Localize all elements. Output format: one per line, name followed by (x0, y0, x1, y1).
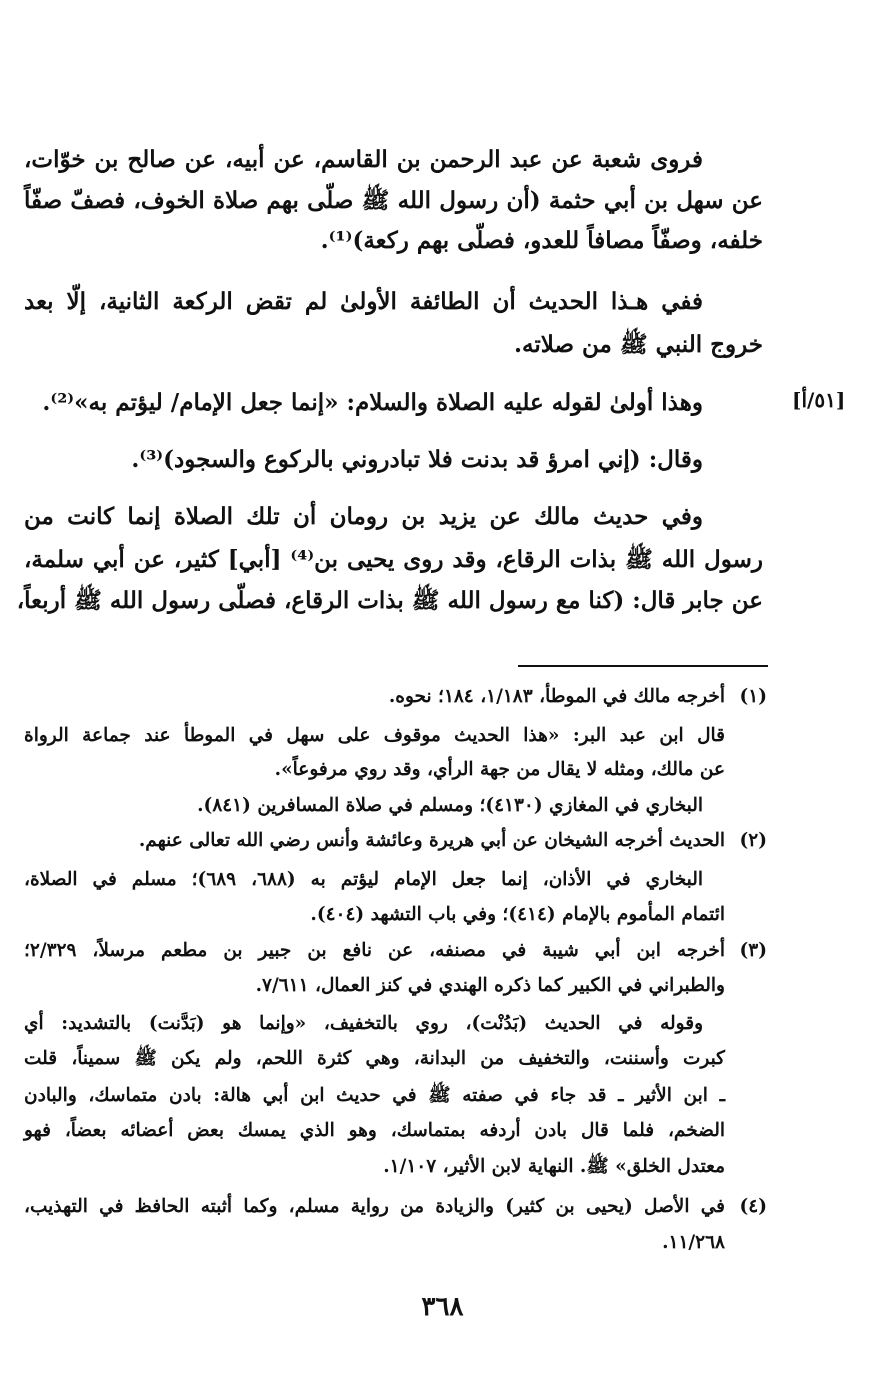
footnote-number: (١) (739, 686, 767, 707)
main-text-line: فروى شعبة عن عبد الرحمن بن القاسم، عن أبيه، عن صالح بن خوّات، (24, 146, 703, 173)
page-number: ٣٦٨ (421, 1292, 464, 1322)
footnote-separator (518, 665, 768, 667)
main-text-line: ففي هـذا الحديث أن الطائفة الأولىٰ لم تقض الركعة الثانية، إلّا بعد (24, 288, 703, 315)
footnote-line: أخرجه ابن أبي شيبة في مصنفه، عن نافع بن جبير بن مطعم مرسلاً، ٢/٣٢٩؛ (24, 940, 725, 961)
main-text-line: خروج النبي ﷺ من صلاته. (514, 331, 763, 358)
footnote-line: ائتمام المأموم بالإمام (٤١٤)؛ وفي باب التشهد (٤٠٤). (310, 904, 725, 925)
main-text-line: عن سهل بن أبي حثمة (أن رسول الله ﷺ صلّى بهم صلاة الخوف، فصفّ صفّاً (24, 187, 763, 214)
footnote-line: الضخم، فلما قال بادن أردفه بمتماسك، وهو الذي يمسك بعض أعضائه بعضاً، فهو (24, 1120, 725, 1141)
main-text-line: وفي حديث مالك عن يزيد بن رومان أن تلك الصلاة إنما كانت من (24, 503, 703, 530)
footnote-line: البخاري في الأذان، إنما جعل الإمام ليؤتم به (٦٨٨، ٦٨٩)؛ مسلم في الصلاة، (24, 869, 703, 890)
footnote-line: الحديث أخرجه الشيخان عن أبي هريرة وعائشة وأنس رضي الله تعالى عنهم. (138, 830, 725, 851)
footnote-line: البخاري في المغازي (٤١٣٠)؛ ومسلم في صلاة المسافرين (٨٤١). (197, 795, 703, 816)
main-text-line: عن جابر قال: (كنا مع رسول الله ﷺ بذات الرقاع، فصلّى رسول الله ﷺ أربعاً، (16, 587, 763, 614)
footnote-line: عن مالك، ومثله لا يقال من جهة الرأي، وقد روي مرفوعاً». (274, 759, 725, 780)
footnote-number: (٣) (739, 940, 767, 961)
main-text-line: وهذا أولىٰ لقوله عليه الصلاة والسلام: «إنما جعل الإمام/ ليؤتم به»⁽²⁾. (42, 389, 703, 416)
footnote-number: (٤) (739, 1196, 767, 1217)
manuscript-folio-ref: [٥١/أ] (792, 388, 846, 412)
footnote-line: كبرت وأسننت، والتخفيف من البدانة، وهي كثرة اللحم، ولم يكن ﷺ سميناً، قلت (24, 1048, 725, 1069)
main-text-line: رسول الله ﷺ بذات الرقاع، وقد روى يحيى بن⁽⁴⁾ [أبي] كثير، عن أبي سلمة، (24, 546, 763, 573)
footnote-line: في الأصل (يحيى بن كثير) والزيادة من رواية مسلم، وكما أثبته الحافظ في التهذيب، (24, 1196, 725, 1217)
main-text-line: خلفه، وصفّاً مصافاً للعدو، فصلّى بهم ركعة)⁽¹⁾. (320, 227, 763, 254)
main-text-line: وقال: (إني امرؤ قد بدنت فلا تبادروني بالركوع والسجود)⁽³⁾. (131, 446, 703, 473)
footnote-line: والطبراني في الكبير كما ذكره الهندي في كنز العمال، ٧/٦١١. (255, 975, 725, 996)
footnote-line: ١١/٢٦٨. (662, 1232, 725, 1253)
footnote-line: معتدل الخلق» ﷺ. النهاية لابن الأثير، ١/١٠٧. (383, 1156, 725, 1177)
footnote-number: (٢) (739, 830, 767, 851)
footnote-line: وقوله في الحديث (بَدُنْت)، روي بالتخفيف، «وإنما هو (بَدَّنت) بالتشديد: أي (24, 1013, 703, 1034)
footnote-line: ـ ابن الأثير ـ قد جاء في صفته ﷺ في حديث ابن أبي هالة: بادن متماسك، والبادن (24, 1085, 725, 1106)
footnote-line: قال ابن عبد البر: «هذا الحديث موقوف على سهل في الموطأ عند جماعة الرواة (24, 725, 725, 746)
footnote-line: أخرجه مالك في الموطأ، ١/١٨٣، ١٨٤؛ نحوه. (388, 686, 725, 707)
